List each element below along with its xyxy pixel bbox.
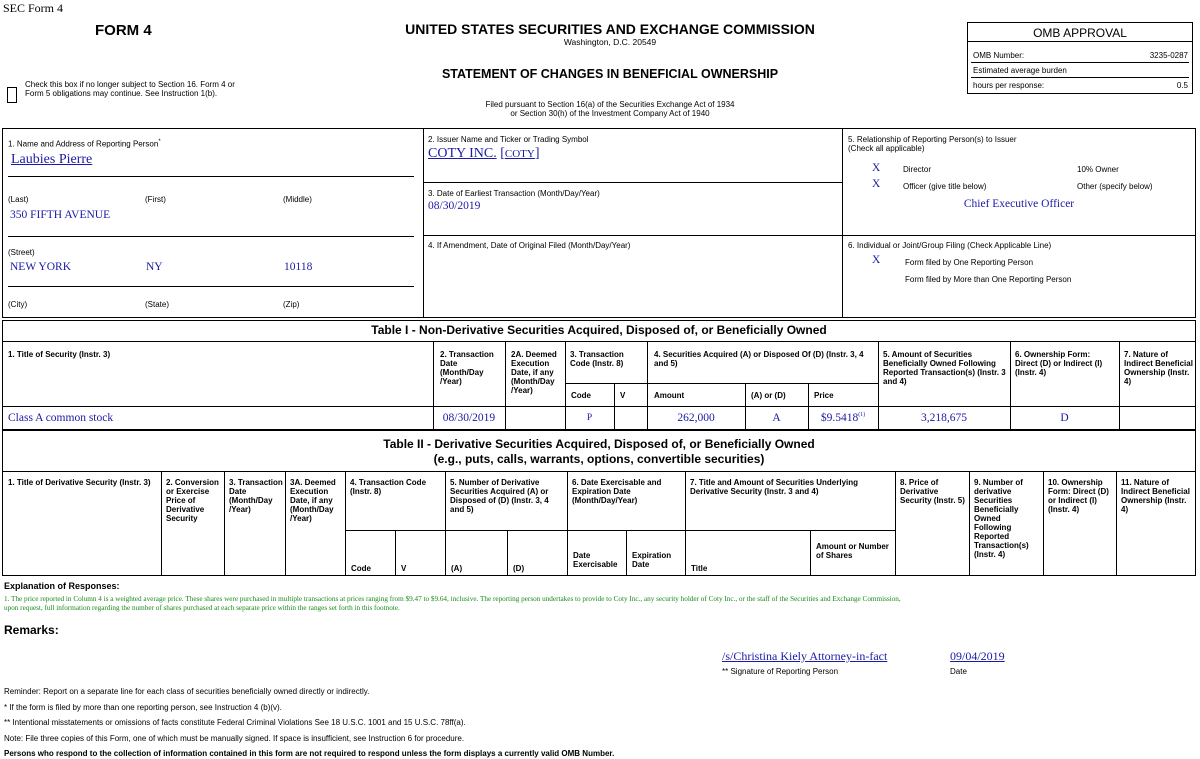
t2-h5: 5. Number of Derivative Securities Acquired (A) or Disposed of (D) (Instr. 3, 4 and 5)	[450, 478, 549, 514]
t1-owned: 3,218,675	[921, 412, 967, 424]
more-persons-label: Form filed by More than One Reporting Person	[905, 275, 1072, 284]
section16-checkbox[interactable]	[7, 87, 17, 103]
t2-h8: 8. Price of Derivative Security (Instr. 5)	[900, 478, 965, 505]
last-label: (Last)	[8, 195, 29, 204]
omb-hours-value: 0.5	[1176, 81, 1188, 90]
t2-sub-expiration: Expiration Date	[632, 551, 672, 569]
filed-pursuant-line1: Filed pursuant to Section 16(a) of the Securities Exchange Act of 1934	[485, 100, 735, 109]
t1-h1: 1. Title of Security (Instr. 3)	[8, 350, 111, 359]
one-person-check: X	[872, 254, 881, 266]
box4-label: 4. If Amendment, Date of Original Filed (Month/Day/Year)	[428, 241, 631, 250]
agency-location: Washington, D.C. 20549	[563, 37, 657, 47]
city-value: NEW YORK	[10, 261, 72, 273]
t1-h3: 3. Transaction Code (Instr. 8)	[570, 350, 624, 368]
t2-sub-v: V	[401, 564, 407, 573]
officer-label: Officer (give title below)	[903, 182, 987, 191]
director-check: X	[872, 162, 881, 174]
box6-label: 6. Individual or Joint/Group Filing (Check Applicable Line)	[848, 241, 1052, 250]
explanation-heading: Explanation of Responses:	[4, 581, 120, 591]
t1-aord: A	[772, 412, 781, 424]
footer-omb-notice: Persons who respond to the collection of information contained in this form are not required to respond unless the form displays a currently valid OMB Number.	[4, 749, 615, 759]
t1-sub-price: Price	[814, 391, 834, 400]
t1-code: P	[586, 413, 593, 423]
signature-link[interactable]: /s/Christina Kiely Attorney-in-fact	[722, 649, 888, 663]
earliest-transaction-date: 08/30/2019	[428, 200, 481, 212]
t2-h10: 10. Ownership Form: Direct (D) or Indirect (I) (Instr. 4)	[1048, 478, 1109, 514]
table-ii-title: Table II - Derivative Securities Acquired, Disposed of, or Beneficially Owned (e.g., puts, calls, warrants, options, convertible securities)	[383, 437, 815, 466]
agency-title: UNITED STATES SECURITIES AND EXCHANGE COMMISSION	[405, 21, 815, 37]
t1-amount: 262,000	[677, 412, 715, 424]
one-person-label: Form filed by One Reporting Person	[905, 258, 1034, 267]
box1-label: 1. Name and Address of Reporting Person*	[8, 139, 161, 149]
footer-multiple-persons: * If the form is filed by more than one reporting person, see Instruction 4 (b)(v).	[4, 702, 282, 712]
t2-h4: 4. Transaction Code (Instr. 8)	[350, 478, 427, 496]
t1-h4: 4. Securities Acquired (A) or Disposed Of (D) (Instr. 3, 4 and 5)	[654, 350, 864, 368]
t2-sub-d: (D)	[513, 564, 525, 573]
omb-burden-label: Estimated average burden	[973, 66, 1067, 75]
signature-date[interactable]: 09/04/2019	[950, 649, 1005, 663]
statement-title: STATEMENT OF CHANGES IN BENEFICIAL OWNERSHIP	[441, 67, 779, 81]
t2-h11: 11. Nature of Indirect Beneficial Ownership (Instr. 4)	[1121, 478, 1190, 514]
officer-title: Chief Executive Officer	[963, 198, 1075, 210]
middle-label: (Middle)	[283, 195, 312, 204]
omb-approval-box	[967, 22, 1193, 94]
state-value: NY	[146, 261, 163, 273]
city-label: (City)	[8, 300, 28, 309]
omb-number-value: 3235-0287	[1149, 51, 1188, 60]
footer-misstatements: ** Intentional misstatements or omissions of facts constitute Federal Criminal Violations See 18 U.S.C. 1001 and 15 U.S.C. 78ff(a).	[4, 718, 466, 728]
omb-hours-label: hours per response:	[973, 81, 1045, 90]
t2-sub-exercisable: Date Exercisable	[573, 551, 618, 569]
t1-price: $9.5418$^{(1)}$	[820, 412, 866, 424]
form-title: FORM 4	[95, 22, 152, 39]
remarks-heading: Remarks:	[4, 623, 59, 637]
t1-sub-amount: Amount	[654, 391, 685, 400]
t2-h9: 9. Number of derivative Securities Beneficially Owned Following Reported Transaction(s) (Instr. 4)	[974, 478, 1029, 559]
omb-approval-title: OMB APPROVAL	[968, 24, 1192, 42]
signature-label: ** Signature of Reporting Person	[722, 667, 839, 676]
t2-h2: 2. Conversion or Exercise Price of Derivative Security	[166, 478, 219, 523]
reporting-section	[2, 128, 1196, 318]
first-label: (First)	[145, 195, 166, 204]
omb-number-label: OMB Number:	[973, 51, 1025, 60]
box2-label: 2. Issuer Name and Ticker or Trading Symbol	[428, 135, 589, 144]
t2-h7: 7. Title and Amount of Securities Underlying Derivative Security (Instr. 3 and 4)	[690, 478, 859, 496]
zip-label: (Zip)	[283, 300, 300, 309]
t2-sub-a: (A)	[451, 564, 463, 573]
box5-label: 5. Relationship of Reporting Person(s) to Issuer (Check all applicable)	[848, 135, 1017, 153]
reporting-person-name-link[interactable]: Laubies Pierre	[11, 152, 93, 167]
t1-ownership-form: D	[1060, 412, 1069, 424]
footer-copies: Note: File three copies of this Form, one of which must be manually signed. If space is insufficient, see Instruction 6 for procedure.	[4, 733, 465, 743]
filed-pursuant-line2: or Section 30(h) of the Investment Company Act of 1940	[510, 109, 710, 118]
issuer-name-link[interactable]: COTY INC.	[428, 146, 497, 161]
t1-h2: 2. Transaction Date (Month/Day /Year)	[440, 350, 494, 386]
t2-h6: 6. Date Exercisable and Expiration Date (Month/Day/Year)	[572, 478, 662, 505]
t2-sub-amount: Amount or Number of Shares	[816, 542, 889, 560]
footer-notes	[4, 684, 614, 759]
officer-check: X	[872, 178, 881, 190]
footer-reminder: Reminder: Report on a separate line for each class of securities beneficially owned directly or indirectly.	[4, 687, 370, 696]
ticker-link[interactable]: COTY	[504, 148, 535, 160]
section16-checkbox-label: Check this box if no longer subject to Section 16. Form 4 or Form 5 obligations may continue. See Instruction 1(b).	[25, 80, 235, 98]
t2-sub-code: Code	[351, 564, 371, 573]
state-label: (State)	[145, 300, 170, 309]
table-i-title: Table I - Non-Derivative Securities Acquired, Disposed of, or Beneficially Owned	[371, 323, 827, 337]
t1-transaction-date: 08/30/2019	[442, 412, 496, 424]
t1-h7: 7. Nature of Indirect Beneficial Ownership (Instr. 4)	[1124, 350, 1193, 386]
t2-h3: 3. Transaction Date (Month/Day /Year)	[229, 478, 283, 514]
t1-h6: 6. Ownership Form: Direct (D) or Indirect (I) (Instr. 4)	[1015, 350, 1103, 377]
street-label: (Street)	[8, 248, 35, 257]
director-label: Director	[903, 165, 932, 174]
ten-percent-owner-label: 10% Owner	[1077, 165, 1119, 174]
t1-price-footnote: (1)	[858, 412, 866, 419]
issuer-line: COTY INC. [COTY]	[428, 146, 540, 161]
t1-h5: 5. Amount of Securities Beneficially Owned Following Reported Transaction(s) (Instr. 3 and 4)	[883, 350, 1006, 386]
t1-h2a: 2A. Deemed Execution Date, if any (Month/Day /Year)	[511, 350, 557, 395]
street-value: 350 FIFTH AVENUE	[10, 209, 111, 221]
t1-sub-code: Code	[571, 391, 591, 400]
t2-sub-title: Title	[691, 564, 708, 573]
zip-value: 10118	[284, 261, 313, 273]
t1-title-of-security: Class A common stock	[8, 412, 114, 424]
date-label: Date	[950, 667, 967, 676]
other-label: Other (specify below)	[1077, 182, 1153, 191]
footnote-1: 1. The price reported in Column 4 is a weighted average price. These shares were purchased in multiple transactions at prices ranging from $9.47 to $9.64, inclusive. The reporting person undertakes to provide to Coty Inc., any security holder of Coty Inc., or the staff of the Securities and Exchange Commission, upon request, full information regarding the number of shares purchased at each separate price within the ranges set forth in this footnote.	[4, 595, 901, 612]
t1-sub-aord: (A) or (D)	[751, 391, 786, 400]
box3-label: 3. Date of Earliest Transaction (Month/Day/Year)	[428, 189, 600, 198]
sec-form-label: SEC Form 4	[3, 1, 64, 15]
t2-h3a: 3A. Deemed Execution Date, if any (Month/Day /Year)	[290, 478, 336, 523]
t2-h1: 1. Title of Derivative Security (Instr. 3)	[8, 478, 151, 487]
t1-sub-v: V	[620, 391, 626, 400]
